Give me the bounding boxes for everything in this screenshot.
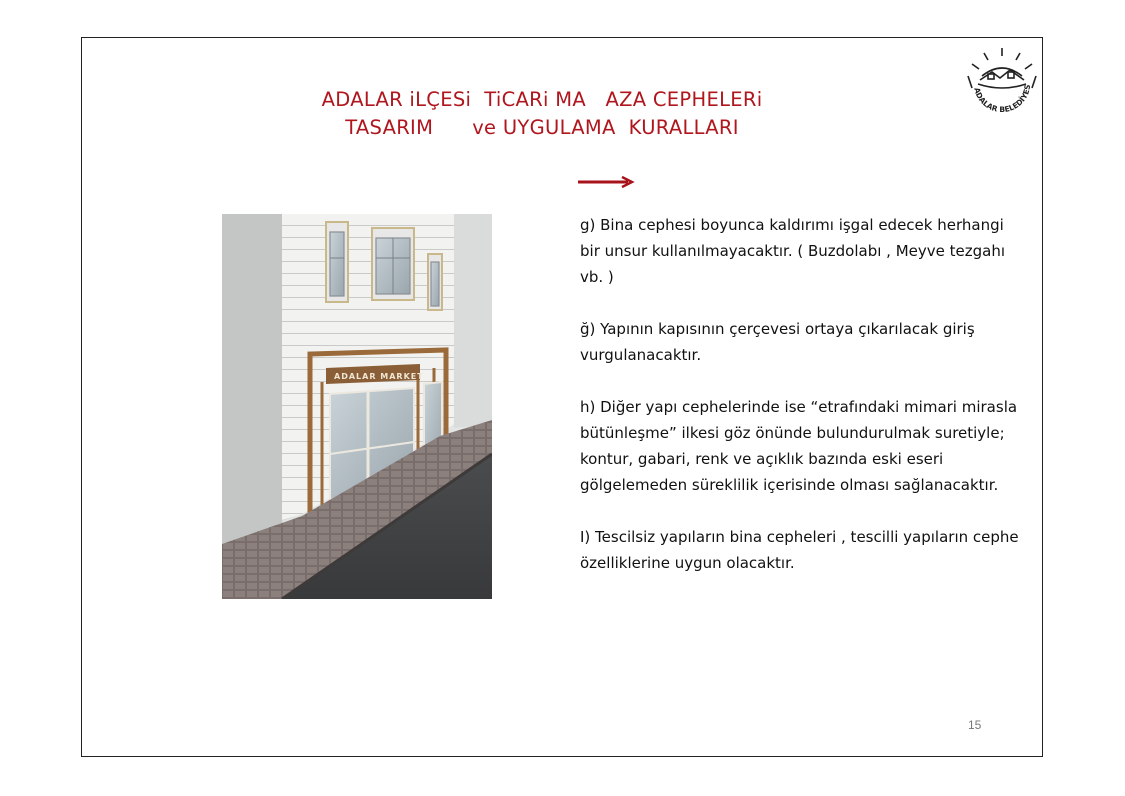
storefront-render-image <box>222 214 492 599</box>
paragraph-g: g) Bina cephesi boyunca kaldırımı işgal edecek herhangi bir unsur kullanılmayacaktır. ( Buzdolabı , Meyve tezgahı vb. ) <box>580 216 1006 286</box>
store-sign-text: ADALAR MARKET <box>334 372 424 381</box>
paragraph-h: h) Diğer yapı cephelerinde ise “etrafındaki mimari mirasla bütünleşme” ilkesi göz önünde bulundurulmak suretiyle; kontur, gabari, renk ve açıklık bazında eski eseri gölgelemeden süreklilik içerisinde olması sağlanacaktır. <box>580 398 1018 494</box>
body-text <box>580 212 1020 576</box>
page-number: 15 <box>968 718 982 732</box>
arrow-right-icon <box>578 174 638 190</box>
paragraph-g-breve: ğ) Yapının kapısının çerçevesi ortaya çıkarılacak giriş vurgulanacaktır. <box>580 320 975 364</box>
slide-frame <box>81 37 1043 757</box>
seal-text: ADALAR BELEDİYES <box>972 83 1033 115</box>
municipality-seal-icon <box>962 44 1042 124</box>
title-line-2: TASARIM ve UYGULAMA KURALLARI <box>345 116 739 139</box>
title-line-1: ADALAR iLÇESi TiCARi MA AZA CEPHELERi <box>321 88 763 111</box>
page-title <box>292 86 792 142</box>
paragraph-i: I) Tescilsiz yapıların bina cepheleri , tescilli yapıların cephe özelliklerine uygun olacaktır. <box>580 528 1019 572</box>
